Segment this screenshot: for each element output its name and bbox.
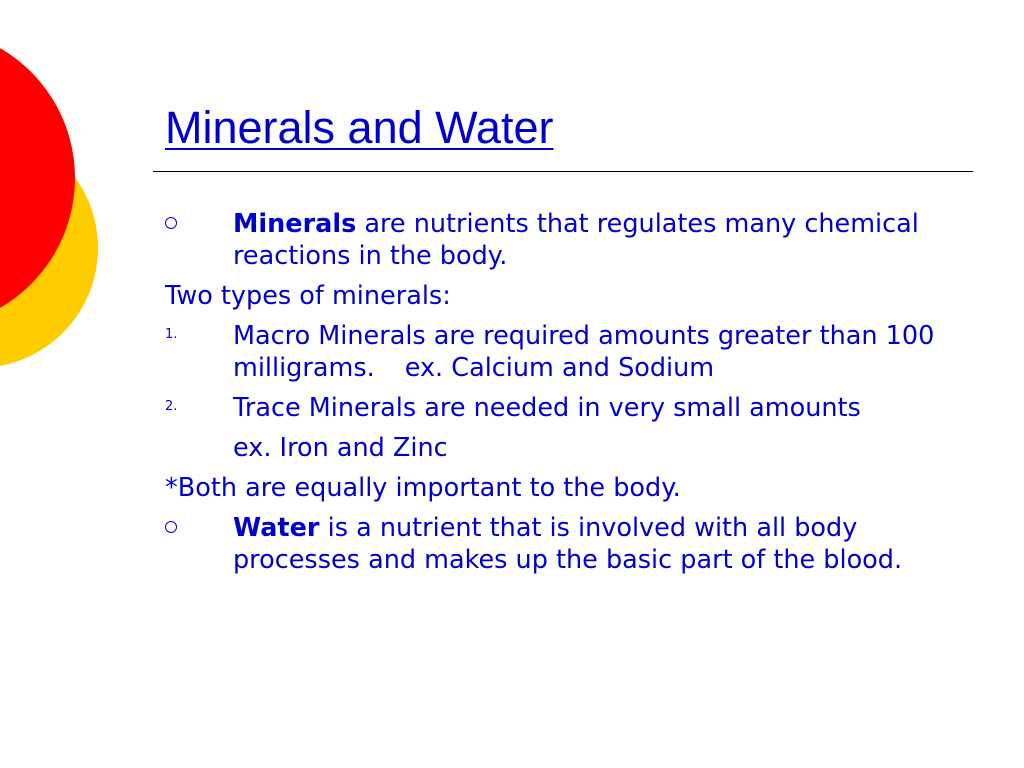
bullet-water bbox=[165, 512, 965, 576]
slide-title: Minerals and Water bbox=[165, 102, 554, 153]
trace-minerals-example: ex. Iron and Zinc bbox=[233, 433, 448, 463]
list-item-macro-minerals bbox=[165, 320, 965, 384]
list-number: 2. bbox=[165, 399, 178, 414]
water-definition: is a nutrient that is involved with all body processes and makes up the basic part of the blood. bbox=[233, 513, 903, 575]
macro-minerals-example: ex. Calcium and Sodium bbox=[404, 353, 715, 383]
hollow-circle-bullet-icon bbox=[165, 521, 177, 533]
minerals-definition: are nutrients that regulates many chemical reactions in the body. bbox=[233, 209, 919, 271]
trace-minerals-text: Trace Minerals are needed in very small amounts bbox=[233, 393, 861, 423]
equal-importance-note: *Both are equally important to the body. bbox=[165, 473, 681, 503]
list-item-trace-minerals bbox=[165, 392, 965, 424]
slide-body bbox=[165, 208, 965, 584]
list-number: 1. bbox=[165, 327, 178, 342]
macro-minerals-text: Macro Minerals are required amounts greater than 100 milligrams. bbox=[233, 321, 935, 383]
title-divider bbox=[153, 171, 973, 172]
minerals-term: Minerals bbox=[233, 209, 357, 239]
water-term: Water bbox=[233, 513, 320, 543]
types-heading: Two types of minerals: bbox=[165, 281, 451, 311]
hollow-circle-bullet-icon bbox=[165, 217, 177, 229]
bullet-minerals bbox=[165, 208, 965, 272]
